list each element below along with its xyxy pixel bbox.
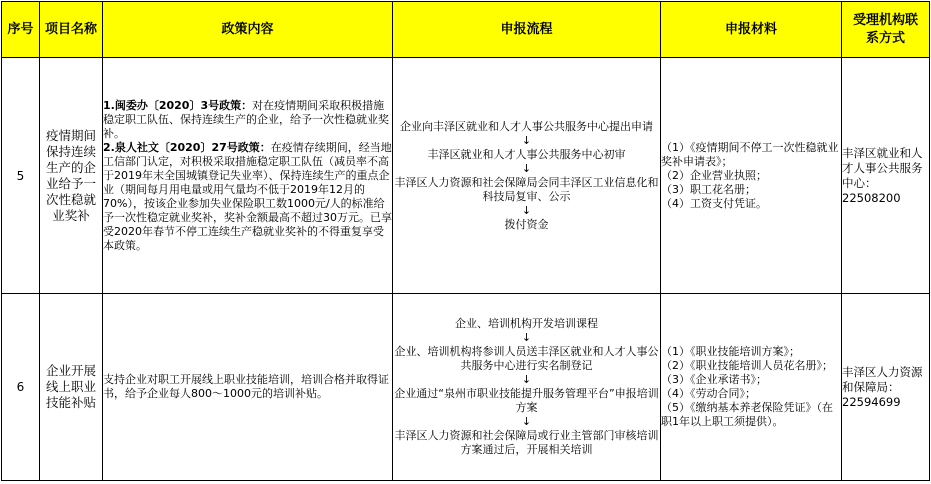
header-no: 序号 xyxy=(2,2,40,58)
policy-text: 对在疫情期间采取积极措施稳定职工队伍、保持连续生产的企业，给予一次性稳就业奖补。 xyxy=(103,98,389,140)
policy-table xyxy=(1,1,930,481)
flow-step: 企业、培训机构开发培训课程 xyxy=(455,317,598,330)
arrow-down-icon: ↓ xyxy=(521,373,532,386)
arrow-down-icon: ↓ xyxy=(521,331,532,344)
arrow-down-icon: ↓ xyxy=(521,203,532,217)
row-number: 5 xyxy=(2,58,40,294)
arrow-down-icon: ↓ xyxy=(521,161,532,175)
policy-paragraph xyxy=(103,99,392,141)
policy-ref: 2.泉人社文〔2020〕27号政策： xyxy=(103,140,271,154)
material-item: （5）《缴纳基本养老保险凭证》（在职1年以上职工须提供）。 xyxy=(661,401,833,428)
flow-step: 拨付资金 xyxy=(504,217,549,231)
contact-info xyxy=(842,294,930,481)
project-name: 企业开展线上职业技能补贴 xyxy=(40,294,103,481)
arrow-down-icon: ↓ xyxy=(521,133,532,147)
material-item: （4）《劳动合同》； xyxy=(661,387,756,400)
application-flow xyxy=(393,294,661,481)
table-row xyxy=(2,294,930,481)
application-materials xyxy=(661,58,842,294)
policy-ref: 1.闽委办〔2020〕3号政策： xyxy=(103,98,253,112)
material-item: （2）企业营业执照； xyxy=(661,168,767,182)
header-contact: 受理机构联系方式 xyxy=(842,2,930,58)
policy-content xyxy=(103,58,393,294)
policy-text: 支持企业对职工开展线上职业技能培训，培训合格并取得证书，给予企业每人800～1000元的培训补贴。 xyxy=(103,373,389,400)
material-item: （2）《职业技能培训人员花名册》； xyxy=(661,359,833,372)
arrow-down-icon: ↓ xyxy=(521,415,532,428)
contact-phone: 22508200 xyxy=(842,190,901,205)
flow-step: 丰泽区人力资源和社会保障局会同丰泽区工业信息化和科技局复审、公示 xyxy=(394,175,659,203)
policy-paragraph xyxy=(103,141,392,253)
policy-paragraph xyxy=(103,373,392,401)
flow-step: 企业、培训机构将参训人员送丰泽区就业和人才人事公共服务中心进行实名制登记 xyxy=(394,345,659,372)
project-name: 疫情期间保持连续生产的企业给予一次性稳就业奖补 xyxy=(40,58,103,294)
contact-org: 丰泽区人力资源和保障局： xyxy=(842,364,923,394)
header-flow: 申报流程 xyxy=(393,2,661,58)
contact-phone: 22594699 xyxy=(842,394,901,409)
material-item: （3）《企业承诺书》； xyxy=(661,373,767,386)
application-flow xyxy=(393,58,661,294)
flow-step: 丰泽区就业和人才人事公共服务中心初审 xyxy=(427,147,626,161)
application-materials xyxy=(661,294,842,481)
header-name: 项目名称 xyxy=(40,2,103,58)
row-number: 6 xyxy=(2,294,40,481)
header-content: 政策内容 xyxy=(103,2,393,58)
contact-info xyxy=(842,58,930,294)
material-item: （4）工资支付凭证。 xyxy=(661,196,767,210)
policy-content xyxy=(103,294,393,481)
material-item: （1）《职业技能培训方案》； xyxy=(661,345,800,358)
policy-text: 在疫情存续期间，经当地工信部门认定，对积极采取措施稳定职工队伍（减员率不高于2019年末全国城镇登记失业率）、保持连续生产的重点企业（期间每月用电量或用气量均不低于2019年12月的70%），按该企业参加失业保险职工数1000元/人的标准给予一次性稳定就业奖补，奖补金额最高不超过30万元。已享受2020年春节不停工连续生产稳就业奖补的不得重复享受本政策。 xyxy=(103,140,392,252)
table-row xyxy=(2,58,930,294)
header-materials: 申报材料 xyxy=(661,2,842,58)
flow-step: 企业向丰泽区就业和人才人事公共服务中心提出申请 xyxy=(400,119,653,133)
material-item: （3）职工花名册； xyxy=(661,182,756,196)
material-item: （1）《疫情期间不停工一次性稳就业奖补申请表》； xyxy=(661,140,839,168)
header-row xyxy=(2,2,930,58)
flow-step: 丰泽区人力资源和社会保障局或行业主管部门审核培训方案通过后，开展相关培训 xyxy=(394,429,659,456)
flow-step: 企业通过“泉州市职业技能提升服务管理平台”申报培训方案 xyxy=(394,387,659,414)
contact-org: 丰泽区就业和人才人事公共服务中心： xyxy=(842,145,923,190)
